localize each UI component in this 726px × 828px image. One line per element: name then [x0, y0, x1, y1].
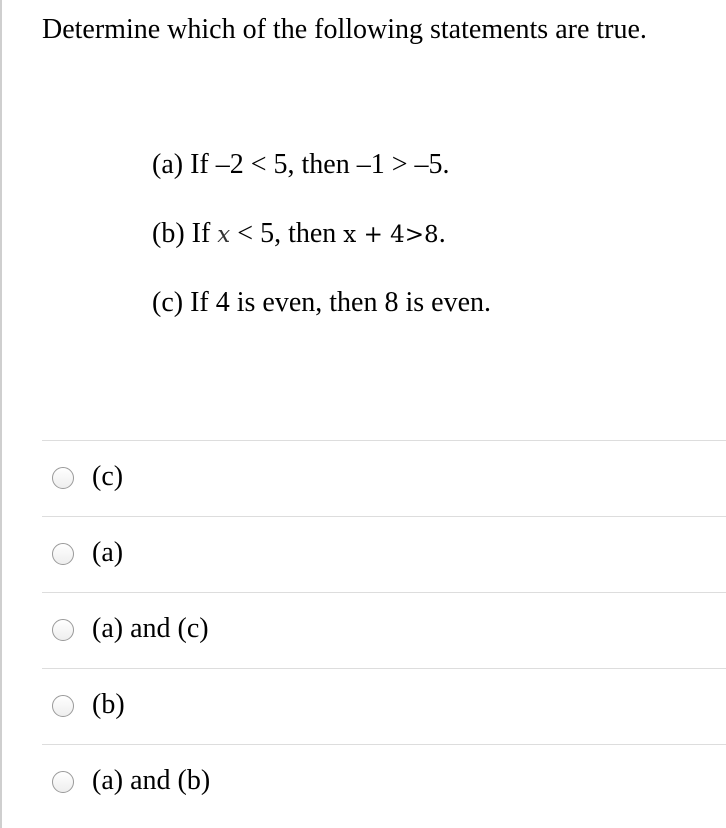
statement-b-math: x + 4>8 [343, 222, 439, 248]
answer-options [42, 440, 726, 820]
option-label: (a) and (b) [92, 765, 211, 796]
radio-button[interactable] [52, 619, 74, 641]
question-prompt: Determine which of the following statements are true. [42, 14, 647, 45]
answer-option[interactable] [42, 745, 726, 820]
statement-a: (a) If –2 < 5, then –1 > –5. [152, 149, 450, 180]
option-label: (c) [92, 461, 124, 492]
option-label: (b) [92, 689, 125, 720]
radio-button[interactable] [52, 543, 74, 565]
radio-button[interactable] [52, 695, 74, 717]
answer-option[interactable] [42, 517, 726, 592]
statement-b-suffix: . [438, 218, 446, 249]
statement-b [152, 216, 446, 253]
answer-option[interactable] [42, 441, 726, 516]
answer-option[interactable] [42, 593, 726, 668]
statement-c: (c) If 4 is even, then 8 is even. [152, 287, 491, 318]
statement-b-variable: x [217, 222, 231, 248]
radio-button[interactable] [52, 771, 74, 793]
option-label: (a) [92, 537, 124, 568]
statement-b-middle: < 5, then [230, 218, 344, 249]
left-border [0, 0, 2, 828]
radio-button[interactable] [52, 467, 74, 489]
statement-b-prefix: (b) If [152, 218, 218, 249]
answer-option[interactable] [42, 669, 726, 744]
option-label: (a) and (c) [92, 613, 209, 644]
